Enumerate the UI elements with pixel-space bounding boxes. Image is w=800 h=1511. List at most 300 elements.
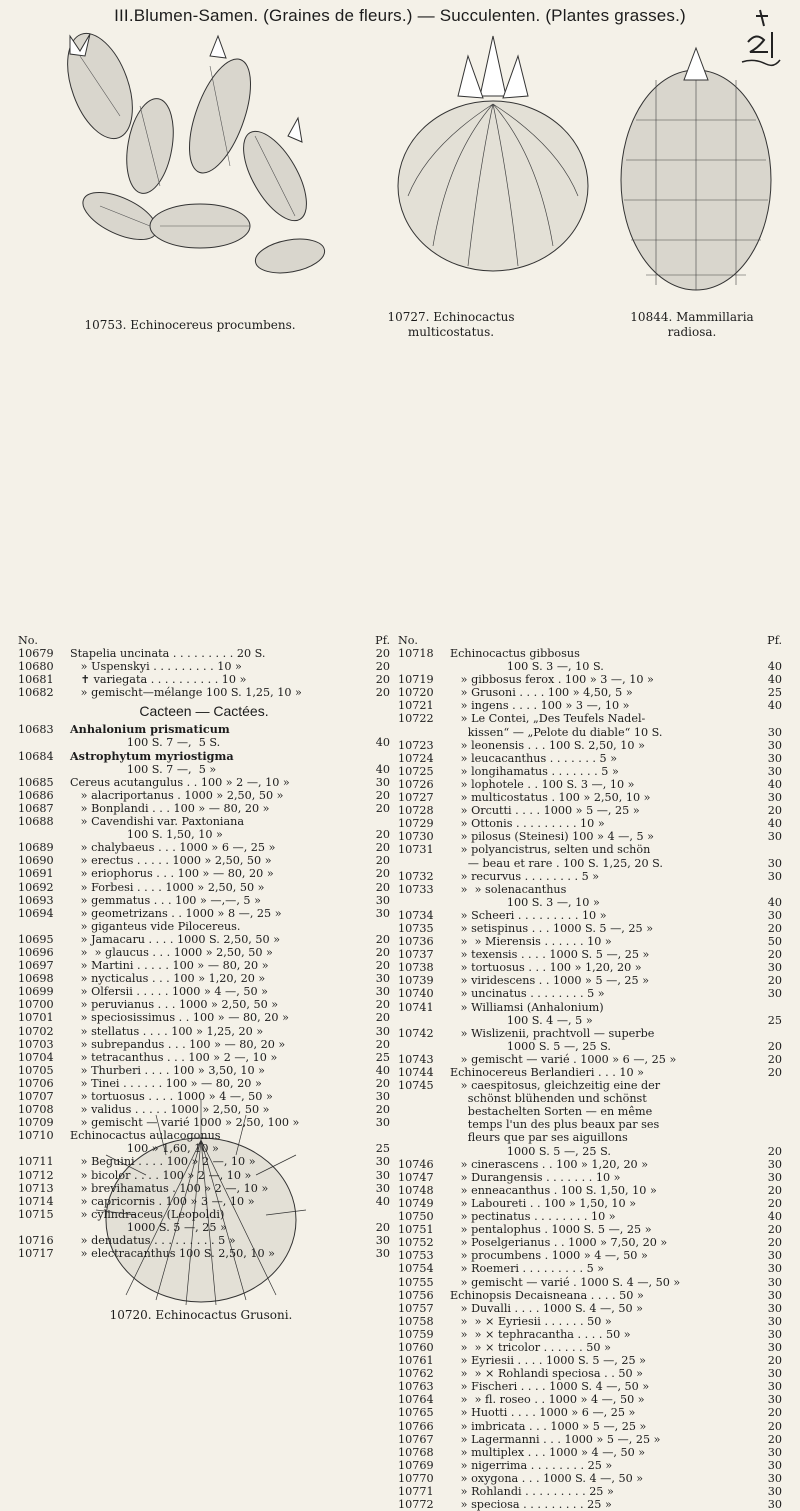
column-pf-label: Pf.: [375, 634, 390, 647]
catalog-entry: [398, 1014, 782, 1027]
entry-price: 25: [375, 1142, 390, 1156]
entry-price: 20: [767, 804, 782, 818]
entry-text: » erectus . . . . . 1000 » 2,50, 50 »: [70, 854, 272, 868]
catalog-entry: [398, 843, 782, 856]
entry-price: 40: [375, 762, 390, 776]
catalog-entry: [18, 854, 390, 867]
entry-number: 10699: [18, 985, 54, 999]
entry-price: 30: [767, 1157, 782, 1171]
catalog-entry: [18, 736, 390, 749]
entry-text: » gemmatus . . . 100 » —,—, 5 »: [70, 893, 261, 907]
entry-text: » speciosissimus . . 100 » — 80, 20 »: [70, 1011, 289, 1025]
entry-price: 20: [767, 1419, 782, 1433]
entry-text: » longihamatus . . . . . . . 5 »: [450, 764, 619, 778]
entry-text: fleurs que par ses aiguillons: [450, 1131, 628, 1145]
entry-price: 20: [375, 686, 390, 700]
entry-price: 20: [767, 1432, 782, 1446]
entry-price: 40: [767, 660, 782, 674]
entry-number: 10704: [18, 1050, 54, 1064]
catalog-entry: [398, 1433, 782, 1446]
entry-text: » Roemeri . . . . . . . . . 5 »: [450, 1262, 605, 1276]
entry-number: 10738: [398, 961, 434, 975]
entry-price: 30: [767, 1275, 782, 1289]
entry-number: 10765: [398, 1406, 434, 1420]
entry-text: Echinocactus aulacogonus: [70, 1129, 221, 1143]
catalog-entry: [18, 723, 390, 736]
catalog-entry: [398, 686, 782, 699]
entry-price: 30: [375, 1234, 390, 1248]
catalog-entry: [398, 1446, 782, 1459]
entry-text: » Beguini . . . . 100 » 2 —, 10 »: [70, 1155, 256, 1169]
entry-number: 10737: [398, 948, 434, 962]
entry-text: » caespitosus, gleichzeitig eine der: [450, 1079, 661, 1093]
entry-price: 20: [767, 1052, 782, 1066]
entry-text: » texensis . . . . 1000 S. 5 —, 25 »: [450, 948, 650, 962]
entry-price: 20: [767, 948, 782, 962]
mammillaria-radiosa-illustration: [606, 40, 786, 300]
entry-number: 10770: [398, 1471, 434, 1485]
entry-price: 30: [767, 1458, 782, 1472]
entry-price: 30: [375, 1090, 390, 1103]
catalog-entry: [18, 946, 390, 959]
catalog-entry: [398, 726, 782, 739]
catalog-entry: [18, 972, 390, 985]
catalog-entry: [398, 752, 782, 765]
entry-price: 20: [375, 867, 390, 881]
entry-text: 1000 S. 5 —, 25 S.: [450, 1039, 611, 1053]
entry-price: 20: [767, 1196, 782, 1210]
entry-price: 30: [767, 1485, 782, 1498]
echinocereus-procumbens-illustration: [40, 26, 340, 311]
catalog-entry: [18, 1116, 390, 1129]
entry-price: 30: [375, 972, 390, 986]
entry-number: 10769: [398, 1458, 434, 1472]
entry-price: 25: [767, 686, 782, 700]
entry-text: Astrophytum myriostigma: [70, 748, 234, 763]
catalog-entry: [398, 1105, 782, 1118]
entry-number: 10690: [18, 854, 54, 868]
entry-text: » Eyriesii . . . . 1000 S. 5 —, 25 »: [450, 1354, 647, 1368]
catalog-entry: [18, 1011, 390, 1024]
entry-number: 10767: [398, 1432, 434, 1446]
entry-text: » Rohlandi . . . . . . . . . 25 »: [450, 1485, 614, 1498]
entry-text: » leonensis . . . 100 S. 2,50, 10 »: [450, 738, 645, 752]
entry-text: » Scheeri . . . . . . . . . 10 »: [450, 908, 607, 922]
entry-text: » multiplex . . . 1000 » 4 —, 50 »: [450, 1445, 646, 1459]
entry-price: 30: [375, 893, 390, 907]
entry-number: 10714: [18, 1194, 54, 1208]
entry-text: » » × tricolor . . . . . . 50 »: [450, 1340, 611, 1354]
catalog-entry: [398, 1406, 782, 1419]
entry-text: » Poselgerianus . . 1000 » 7,50, 20 »: [450, 1236, 668, 1250]
catalog-entry: [398, 1276, 782, 1289]
entry-text: » stellatus . . . . 100 » 1,25, 20 »: [70, 1024, 264, 1038]
entry-text: 100 S. 4 —, 5 »: [450, 1013, 593, 1027]
entry-text: bestachelten Sorten — en même: [450, 1105, 653, 1119]
entry-text: » geometrizans . . 1000 » 8 —, 25 »: [70, 906, 282, 920]
entry-number: 10768: [398, 1445, 434, 1459]
entry-text: » Durangensis . . . . . . . 10 »: [450, 1170, 621, 1184]
entry-price: 30: [767, 1249, 782, 1263]
entry-price: 30: [375, 1116, 390, 1130]
entry-number: 10772: [398, 1498, 434, 1511]
catalog-entry: [398, 1118, 782, 1131]
entry-text: » Ottonis . . . . . . . . . 10 »: [450, 817, 605, 831]
entry-number: 10691: [18, 867, 54, 881]
entry-price: 20: [375, 1037, 390, 1051]
entry-price: 30: [767, 1262, 782, 1276]
catalog-entry: [18, 673, 390, 686]
entry-price: 30: [767, 961, 782, 975]
entry-number: 10723: [398, 738, 434, 752]
entry-price: 40: [375, 1063, 390, 1077]
caption-10720: 10720. Echinocactus Grusoni.: [109, 1308, 293, 1322]
entry-number: 10753: [398, 1249, 434, 1263]
entry-number: 10732: [398, 869, 434, 883]
caption-10727: 10727. Echinocactus multicostatus.: [387, 310, 515, 339]
entry-number: 10761: [398, 1354, 434, 1368]
entry-text: » Olfersii . . . . . 1000 » 4 —, 50 »: [70, 985, 268, 999]
entry-number: 10755: [398, 1275, 434, 1289]
entry-text: ✝ variegata . . . . . . . . . . 10 »: [70, 673, 247, 687]
catalog-entry: [398, 1262, 782, 1275]
entry-text: » tetracanthus . . . 100 » 2 —, 10 »: [70, 1050, 278, 1064]
entry-price: 20: [375, 647, 390, 660]
catalog-entry: [18, 1077, 390, 1090]
entry-number: 10730: [398, 830, 434, 844]
catalog-entry: [398, 1341, 782, 1354]
catalog-entry: [18, 1064, 390, 1077]
entry-text: » » glaucus . . . 1000 » 2,50, 50 »: [70, 945, 273, 959]
entry-text: 1000 S. 5 —, 25 S.: [450, 1144, 611, 1158]
entry-price: 40: [767, 1210, 782, 1224]
entry-number: 10696: [18, 945, 54, 959]
entry-number: 10692: [18, 880, 54, 894]
catalog-entry: [18, 1221, 390, 1234]
entry-text: » bicolor . . . . 100 » 2 —, 10 »: [70, 1168, 252, 1182]
entry-text: » brevihamatus . 100 » 2 —, 10 »: [70, 1181, 269, 1195]
entry-text: » Orcutti . . . . 1000 » 5 —, 25 »: [450, 804, 640, 818]
entry-number: 10735: [398, 921, 434, 935]
entry-number: 10742: [398, 1026, 434, 1040]
entry-price: 30: [767, 1471, 782, 1485]
catalog-entry: [398, 1236, 782, 1249]
entry-number: 10740: [398, 987, 434, 1001]
catalog-entry: [18, 1208, 390, 1221]
catalog-entry: [18, 907, 390, 920]
entry-price: 30: [375, 985, 390, 999]
entry-price: 50: [767, 935, 782, 949]
catalog-entry: [398, 673, 782, 686]
catalog-entry: [398, 948, 782, 961]
catalog-entry: [18, 647, 390, 660]
catalog-entry: [398, 870, 782, 883]
entry-text: kissen“ — „Pelote du diable“ 10 S.: [450, 725, 663, 739]
catalog-entry: [398, 778, 782, 791]
entry-text: » pilosus (Steinesi) 100 » 4 —, 5 »: [450, 830, 654, 844]
entry-number: 10681: [18, 673, 54, 687]
entry-price: 30: [767, 1393, 782, 1407]
catalog-entry: [398, 1249, 782, 1262]
entry-price: 20: [767, 1223, 782, 1237]
entry-number: 10729: [398, 817, 434, 831]
catalog-entry: [398, 987, 782, 1000]
entry-text: schönst blühenden und schönst: [450, 1092, 647, 1106]
caption-10844: 10844. Mammillaria radiosa.: [630, 310, 754, 339]
entry-number: 10727: [398, 791, 434, 805]
catalog-entry: [398, 1302, 782, 1315]
catalog-entry: [398, 935, 782, 948]
catalog-entry: [398, 1092, 782, 1105]
catalog-entry: [398, 1184, 782, 1197]
entry-number: 10759: [398, 1327, 434, 1341]
entry-price: 20: [767, 921, 782, 935]
entry-text: » tortuosus . . . . 1000 » 4 —, 50 »: [70, 1090, 273, 1103]
entry-price: 20: [767, 1144, 782, 1158]
catalog-entry: [398, 1158, 782, 1171]
entry-text: » gemischt — varié 1000 » 2,50, 100 »: [70, 1116, 300, 1130]
entry-price: 30: [767, 738, 782, 752]
catalog-entry: [398, 1131, 782, 1144]
entry-number: 10695: [18, 932, 54, 946]
entry-text: » nycticalus . . . 100 » 1,20, 20 »: [70, 972, 266, 986]
entry-text: » Wislizenii, prachtvoll — superbe: [450, 1026, 655, 1040]
entry-text: » Grusoni . . . . 100 » 4,50, 5 »: [450, 686, 633, 700]
entry-number: 10758: [398, 1314, 434, 1328]
entry-number: 10741: [398, 1000, 434, 1014]
entry-number: 10703: [18, 1037, 54, 1051]
section-heading: Cacteen — Cactées.: [139, 703, 269, 720]
entry-number: 10746: [398, 1157, 434, 1171]
entry-price: 20: [375, 1103, 390, 1117]
catalog-entry: [18, 867, 390, 880]
catalog-entry: [18, 1155, 390, 1168]
entry-text: » Williamsi (Anhalonium): [450, 1000, 604, 1014]
entry-price: 20: [375, 801, 390, 815]
entry-text: » Bonplandi . . . 100 » — 80, 20 »: [70, 801, 270, 815]
catalog-entry: [18, 1142, 390, 1155]
entry-text: » leucacanthus . . . . . . . 5 »: [450, 751, 618, 765]
column-no-label: No.: [18, 634, 38, 647]
entry-number: 10716: [18, 1234, 54, 1248]
entry-price: 20: [767, 1236, 782, 1250]
entry-number: 10686: [18, 788, 54, 802]
entry-price: 30: [375, 1181, 390, 1195]
entry-price: 40: [767, 817, 782, 831]
entry-text: » » × Eyriesii . . . . . . 50 »: [450, 1314, 612, 1328]
entry-number: 10685: [18, 775, 54, 789]
catalog-entry: [398, 791, 782, 804]
catalog-entry: [18, 920, 390, 933]
catalog-entry: [398, 883, 782, 896]
column-pf-label: Pf.: [767, 634, 782, 647]
left-column: [18, 634, 390, 1260]
entry-price: 30: [767, 987, 782, 1001]
entry-text: 1000 S. 5 —, 25 »: [70, 1220, 227, 1234]
catalog-entry: [398, 1472, 782, 1485]
catalog-entry: [398, 896, 782, 909]
catalog-entry: [398, 1459, 782, 1472]
entry-price: 30: [767, 869, 782, 883]
catalog-entry: [18, 985, 390, 998]
entry-price: 20: [767, 1039, 782, 1053]
catalog-entry: [18, 933, 390, 946]
entry-price: 20: [375, 841, 390, 855]
entry-text: » Duvalli . . . . 1000 S. 4 —, 50 »: [450, 1301, 643, 1315]
catalog-entry: [398, 765, 782, 778]
catalog-entry: [398, 961, 782, 974]
entry-number: 10722: [398, 712, 434, 726]
catalog-entry: [398, 1040, 782, 1053]
entry-number: 10694: [18, 906, 54, 920]
entry-price: 30: [375, 775, 390, 789]
catalog-entry: [398, 804, 782, 817]
entry-text: » Tinei . . . . . . 100 » — 80, 20 »: [70, 1076, 262, 1090]
catalog-entry: [18, 802, 390, 815]
entry-text: temps l'un des plus beaux par ses: [450, 1118, 660, 1132]
entry-number: 10726: [398, 777, 434, 791]
entry-number: 10728: [398, 804, 434, 818]
entry-text: » cylindraceus (Leopoldi): [70, 1207, 225, 1221]
catalog-entry: [18, 959, 390, 972]
entry-text: » » fl. roseo . . 1000 » 4 —, 50 »: [450, 1393, 645, 1407]
entry-price: 20: [375, 998, 390, 1012]
catalog-entry: [398, 1498, 782, 1511]
entry-price: 20: [375, 660, 390, 674]
entry-text: » ingens . . . . 100 » 3 —, 10 »: [450, 699, 630, 713]
entry-number: 10713: [18, 1181, 54, 1195]
catalog-entry: [398, 1066, 782, 1079]
entry-text: » Uspenskyi . . . . . . . . . 10 »: [70, 660, 242, 674]
entry-number: 10684: [18, 749, 54, 763]
entry-price: 40: [767, 673, 782, 687]
catalog-entry: [398, 1393, 782, 1406]
entry-text: » gemischt — varié . 1000 S. 4 —, 50 »: [450, 1275, 681, 1289]
entry-price: 40: [375, 1194, 390, 1208]
catalog-entry: [18, 776, 390, 789]
entry-text: » setispinus . . . 1000 S. 5 —, 25 »: [450, 921, 654, 935]
catalog-entry: [398, 922, 782, 935]
catalog-entry: [18, 750, 390, 763]
catalog-entry: [18, 1103, 390, 1116]
entry-price: 30: [767, 1367, 782, 1381]
catalog-entry: [398, 1053, 782, 1066]
catalog-entry: [398, 909, 782, 922]
echinocactus-multicostatus-illustration: [388, 26, 598, 306]
entry-number: 10707: [18, 1090, 54, 1103]
entry-price: 40: [767, 777, 782, 791]
entry-text: Cereus acutangulus . . 100 » 2 —, 10 »: [70, 775, 290, 789]
entry-price: 20: [767, 1066, 782, 1079]
catalog-entry: [18, 1195, 390, 1208]
entry-text: » imbricata . . . 1000 » 5 —, 25 »: [450, 1419, 647, 1433]
entry-text: » validus . . . . . 1000 » 2,50, 50 »: [70, 1103, 270, 1117]
entry-price: 30: [767, 1445, 782, 1459]
entry-number: 10749: [398, 1196, 434, 1210]
entry-number: 10750: [398, 1210, 434, 1224]
catalog-entry: [398, 1315, 782, 1328]
entry-text: » oxygona . . . 1000 S. 4 —, 50 »: [450, 1471, 644, 1485]
entry-price: 30: [767, 764, 782, 778]
catalog-entry: [398, 1367, 782, 1380]
catalog-entry: [18, 763, 390, 776]
entry-text: » Fischeri . . . . 1000 S. 4 —, 50 »: [450, 1380, 650, 1394]
entry-text: » » solenacanthus: [450, 882, 567, 896]
entry-number: 10679: [18, 647, 54, 660]
entry-text: » giganteus vide Pilocereus.: [70, 919, 241, 933]
catalog-entry: [398, 1328, 782, 1341]
entry-number: 10712: [18, 1168, 54, 1182]
catalog-entry: [398, 739, 782, 752]
entry-text: 100 S. 3 —, 10 S.: [450, 660, 604, 674]
catalog-entry: [398, 1380, 782, 1393]
entry-price: 30: [767, 1498, 782, 1511]
entry-text: » eriophorus . . . 100 » — 80, 20 »: [70, 867, 274, 881]
entry-text: » Le Contei, „Des Teufels Nadel-: [450, 712, 646, 726]
catalog-entry: [18, 1090, 390, 1103]
entry-number: 10711: [18, 1155, 54, 1169]
catalog-entry: [18, 1129, 390, 1142]
entry-price: 30: [767, 1170, 782, 1184]
entry-price: 20: [375, 1220, 390, 1234]
entry-price: 20: [375, 673, 390, 687]
entry-price: 30: [767, 1288, 782, 1302]
entry-price: 20: [375, 788, 390, 802]
entry-text: » Forbesi . . . . 1000 » 2,50, 50 »: [70, 880, 265, 894]
entry-text: » Cavendishi var. Paxtoniana: [70, 815, 245, 829]
entry-number: 10762: [398, 1367, 434, 1381]
entry-number: 10748: [398, 1183, 434, 1197]
right-column-header: [398, 634, 782, 647]
entry-text: » speciosa . . . . . . . . . 25 »: [450, 1498, 612, 1511]
entry-price: 20: [375, 1076, 390, 1090]
entry-price: 30: [767, 856, 782, 870]
entry-text: » polyancistrus, selten und schön: [450, 843, 651, 857]
entry-price: 20: [375, 959, 390, 973]
entry-text: » denudatus . . . . . . . . . 5 »: [70, 1234, 236, 1248]
caption-10753: 10753. Echinocereus procumbens.: [84, 318, 296, 332]
entry-number: 10754: [398, 1262, 434, 1276]
entry-text: Echinocereus Berlandieri . . . 10 »: [450, 1066, 644, 1079]
catalog-entry: [18, 828, 390, 841]
catalog-entry: [398, 712, 782, 725]
entry-number: 10760: [398, 1340, 434, 1354]
entry-number: 10756: [398, 1288, 434, 1302]
entry-number: 10763: [398, 1380, 434, 1394]
entry-text: » nigerrima . . . . . . . . 25 »: [450, 1458, 613, 1472]
entry-price: 20: [767, 974, 782, 988]
entry-number: 10734: [398, 908, 434, 922]
entry-number: 10733: [398, 882, 434, 896]
entry-price: 30: [767, 1380, 782, 1394]
entry-price: 30: [767, 830, 782, 844]
catalog-entry: [18, 1247, 390, 1260]
entry-price: 25: [375, 1050, 390, 1064]
entry-text: » uncinatus . . . . . . . . 5 »: [450, 987, 605, 1001]
entry-text: » tortuosus . . . 100 » 1,20, 20 »: [450, 961, 642, 975]
entry-price: 20: [375, 945, 390, 959]
entry-text: » multicostatus . 100 » 2,50, 10 »: [450, 791, 651, 805]
entry-number: 10739: [398, 974, 434, 988]
catalog-entry: [18, 660, 390, 673]
entry-number: 10752: [398, 1236, 434, 1250]
catalog-entry: [18, 894, 390, 907]
catalog-entry: [398, 830, 782, 843]
catalog-entry: [398, 1223, 782, 1236]
entry-text: » capricornis . 100 » 3 —, 10 »: [70, 1194, 255, 1208]
entry-text: » viridescens . . 1000 » 5 —, 25 »: [450, 974, 650, 988]
entry-text: » electracanthus 100 S. 2,50, 10 »: [70, 1247, 275, 1261]
